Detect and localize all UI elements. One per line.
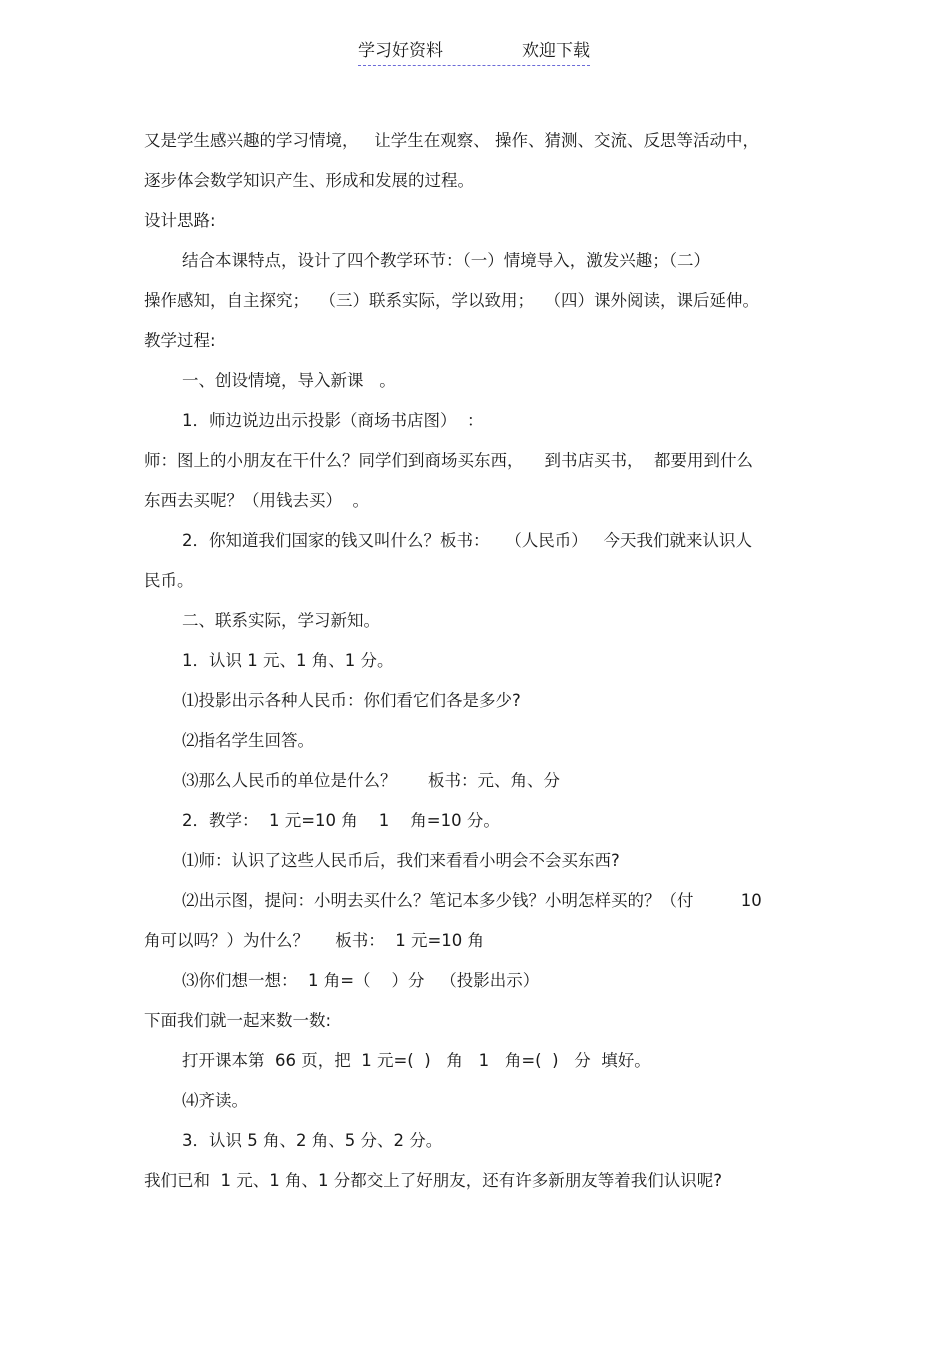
text-line: 3．认识 5 角、2 角、5 分、2 分。 [182, 1131, 443, 1150]
text-line: 1．认识 1 元、1 角、1 分。 [182, 651, 394, 670]
text-line: ⑴师：认识了这些人民币后，我们来看看小明会不会买东西? [182, 851, 620, 870]
text-line: ⑵指名学生回答。 [182, 731, 314, 750]
text-line: 师：图上的小朋友在干什么？同学们到商场买东西， 到书店买书， 都要用到什么 [144, 451, 753, 470]
text-line: 操作感知，自主探究； （三）联系实际，学以致用； （四）课外阅读，课后延伸。 [144, 291, 759, 310]
text-line: 2．教学： 1 元=10 角 1 角=10 分。 [182, 811, 500, 830]
header-left-text: 学习好资料 [358, 41, 443, 61]
lesson-plan-body [144, 127, 824, 1207]
text-line: 一、创设情境，导入新课 。 [182, 371, 396, 390]
text-line: 二、联系实际，学习新知。 [182, 611, 380, 630]
text-line: 设计思路: [144, 211, 216, 230]
page-header [358, 40, 590, 66]
text-line: 民币。 [144, 571, 194, 590]
text-line: ⑴投影出示各种人民币：你们看它们各是多少? [182, 691, 521, 710]
text-line: ⑶那么人民币的单位是什么？ 板书：元、角、分 [182, 771, 560, 790]
text-line: 教学过程: [144, 331, 216, 350]
text-line: 角可以吗？）为什么？ 板书： 1 元=10 角 [144, 931, 485, 950]
text-line: 2．你知道我们国家的钱又叫什么？板书： （人民币） 今天我们就来认识人 [182, 531, 752, 550]
text-line: 打开课本第 66 页，把 1 元=( ) 角 1 角=( ) 分 填好。 [182, 1051, 651, 1070]
header-right-text: 欢迎下载 [522, 41, 590, 61]
text-line: 逐步体会数学知识产生、形成和发展的过程。 [144, 171, 474, 190]
text-line: ⑶你们想一想： 1 角=（ ）分 （投影出示） [182, 971, 540, 990]
text-line: ⑷齐读。 [182, 1091, 248, 1110]
text-line: 东西去买呢？（用钱去买） 。 [144, 491, 369, 510]
text-line: 下面我们就一起来数一数: [144, 1011, 332, 1030]
text-line: 结合本课特点，设计了四个教学环节：（一）情境导入，激发兴趣；（二） [182, 251, 710, 270]
text-line: 1．师边说边出示投影（商场书店图） ： [182, 411, 484, 430]
text-line: ⑵出示图，提问：小明去买什么？笔记本多少钱？小明怎样买的？（付 10 [182, 891, 762, 910]
text-line: 又是学生感兴趣的学习情境， 让学生在观察、 操作、猜测、交流、反思等活动中， [144, 131, 759, 150]
text-line: 我们已和 1 元、1 角、1 分都交上了好朋友，还有许多新朋友等着我们认识呢? [144, 1171, 722, 1190]
